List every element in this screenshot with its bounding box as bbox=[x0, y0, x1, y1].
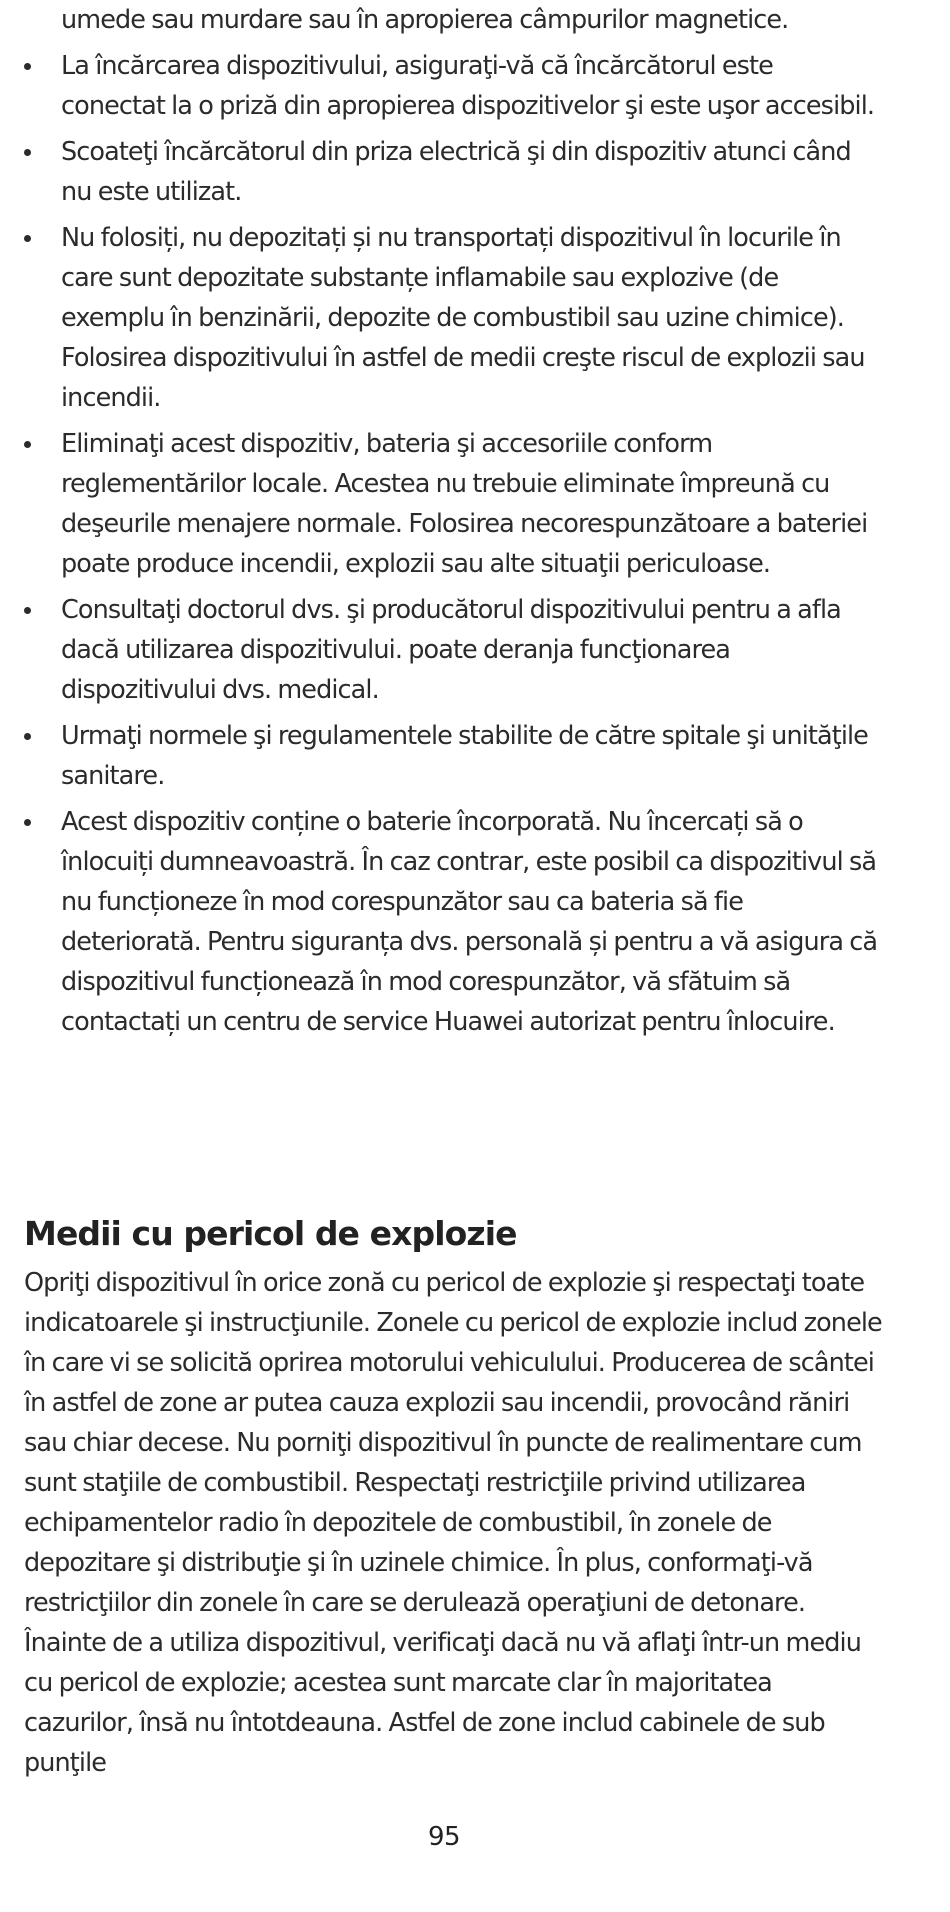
bullet-item-continued bbox=[0, 0, 950, 40]
bullet-item-charger-socket bbox=[0, 46, 950, 126]
section-body: Opriţi dispozitivul în orice zonă cu pericol de explozie şi respectaţi toate indicatoarele şi instrucţiunile. Zonele cu pericol de explozie includ zonele în care vi se solicită oprirea motorului vehiculului. Producerea de scântei în astfel de zone ar putea cauza explozii sau incendii, provocând răniri sau chiar decese. Nu porniţi dispozitivul în puncte de realimentare cum sunt staţiile de combustibil. Respectaţi restricţiile privind utilizarea echipamentelor radio în depozitele de combustibil, în zonele de depozitare şi distribuţie şi în uzinele chimice. În plus, conformaţi-vă restricţiilor din zonele în care se derulează operaţiuni de detonare. Înainte de a utiliza dispozitivul, verificaţi dacă nu vă aflaţi într-un mediu cu pericol de explozie; acestea sunt marcate clar în majoritatea cazurilor, însă nu întotdeauna. Astfel de zone includ cabinele de sub punţile bbox=[24, 1268, 882, 1778]
bullet-text: La încărcarea dispozitivului, asiguraţi-vă că încărcătorul este conectat la o priză din apropierea dispozitivelor şi este uşor accesibil. bbox=[61, 51, 875, 121]
bullet-marker-icon bbox=[24, 819, 31, 826]
bullet-marker-icon bbox=[24, 441, 31, 448]
bullet-item-unplug-charger bbox=[0, 132, 950, 212]
bullet-item-built-in-battery bbox=[0, 802, 950, 1042]
bullet-marker-icon bbox=[24, 235, 31, 242]
bullet-text: Scoateţi încărcătorul din priza electrică şi din dispozitiv atunci când nu este utilizat. bbox=[61, 137, 851, 207]
bullet-text: Urmaţi normele şi regulamentele stabilite de către spitale şi unităţile sanitare. bbox=[61, 721, 868, 791]
bullet-text: Consultaţi doctorul dvs. şi producătorul dispozitivului pentru a afla dacă utilizarea dispozitivului. poate deranja funcţionarea dispozitivului dvs. medical. bbox=[61, 595, 841, 705]
bullet-text: Acest dispozitiv conține o baterie încorporată. Nu încercați să o înlocuiți dumneavoastră. În caz contrar, este posibil ca dispozitivul să nu funcționeze în mod corespunzător sau ca bateria să fie deteriorată. Pentru siguranța dvs. personală și pentru a vă asigura că dispozitivul funcționează în mod corespunzător, vă sfătuim să contactați un centru de service Huawei autorizat pentru înlocuire. bbox=[61, 807, 878, 1037]
bullet-marker-icon bbox=[24, 733, 31, 740]
bullet-item-hospital-rules bbox=[0, 716, 950, 796]
bullet-item-disposal bbox=[0, 424, 950, 584]
bullet-text: Eliminaţi acest dispozitiv, bateria şi accesoriile conform reglementărilor locale. Acestea nu trebuie eliminate împreună cu deşeurile menajere normale. Folosirea necorespunzătoare a bateriei poate produce incendii, explozii sau alte situaţii periculoase. bbox=[61, 429, 868, 579]
bullet-marker-icon bbox=[24, 607, 31, 614]
bullet-marker-icon bbox=[24, 149, 31, 156]
bullet-text: Nu folosiți, nu depozitați și nu transportați dispozitivul în locurile în care sunt depozitate substanțe inflamabile sau explozive (de exemplu în benzinării, depozite de combustibil sau uzine chimice). Folosirea dispozitivului în astfel de medii creşte riscul de explozii sau incendii. bbox=[61, 223, 865, 413]
bullet-item-medical-device bbox=[0, 590, 950, 710]
page-number: 95 bbox=[427, 1822, 461, 1852]
bullet-marker-icon bbox=[24, 63, 31, 70]
bullet-item-flammable-areas bbox=[0, 218, 950, 418]
section-heading: Medii cu pericol de explozie bbox=[24, 1214, 517, 1253]
bullet-text: umede sau murdare sau în apropierea câmpurilor magnetice. bbox=[61, 5, 789, 35]
